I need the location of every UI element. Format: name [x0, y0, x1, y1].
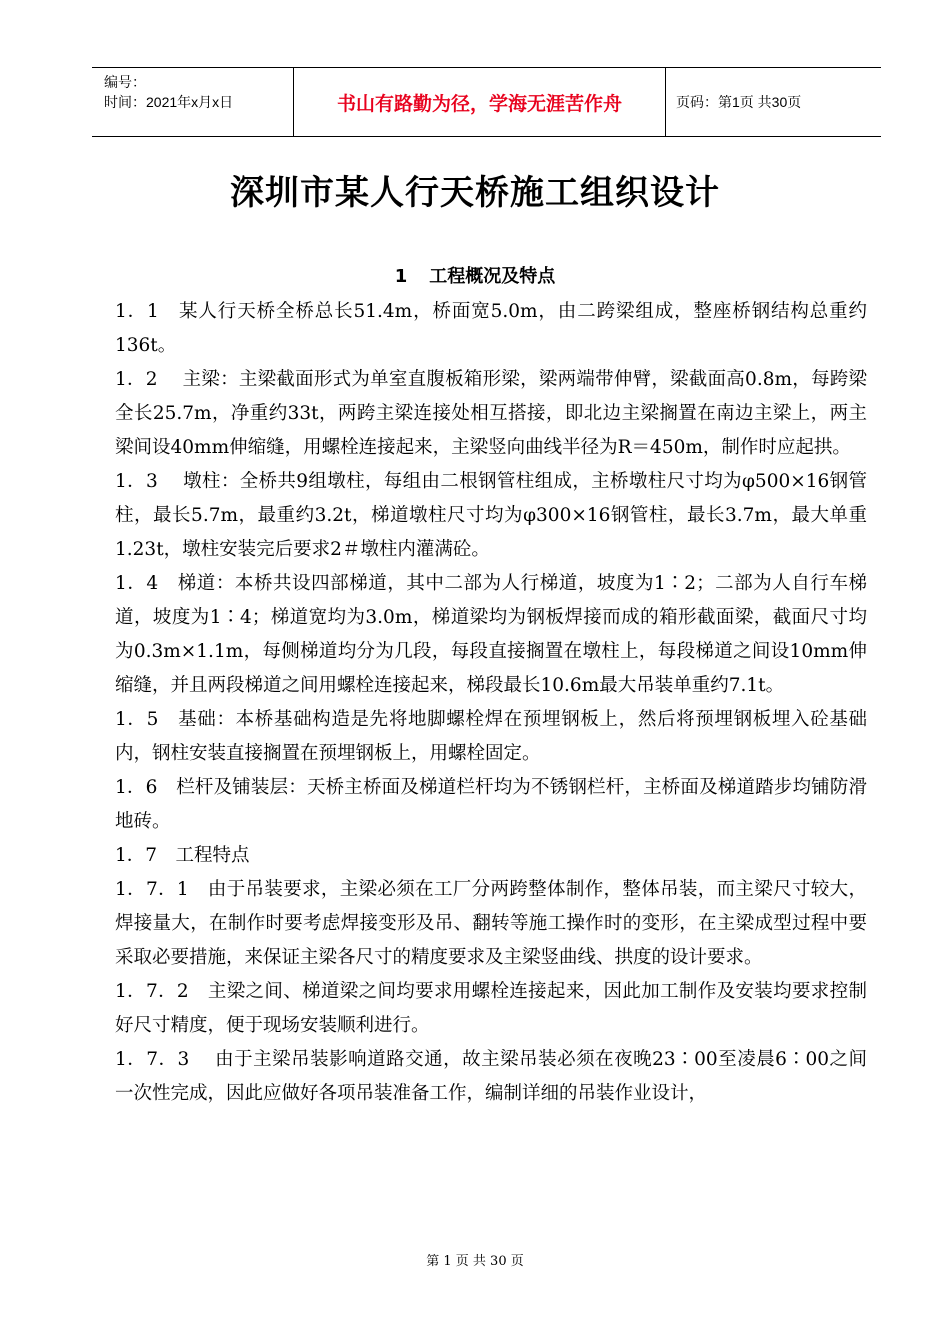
paragraph-1-7-3: 1．7．3 由于主梁吊装影响道路交通，故主梁吊装必须在夜晚23∶00至凌晨6∶00之间一次性完成，因此应做好各项吊装准备工作，编制详细的吊装作业设计， — [115, 1049, 867, 1104]
section-heading — [0, 262, 950, 288]
paragraph-1-4: 1．4 梯道：本桥共设四部梯道，其中二部为人行梯道，坡度为1∶2；二部为人自行车梯道，坡度为1∶4；梯道宽均为3.0m，梯道梁均为钢板焊接而成的箱形截面梁，截面尺寸均为0.3m×1.1m，每侧梯道均分为几段，每段直接搁置在墩柱上，每段梯道之间设10mm伸缩缝，并且两段梯道之间用螺栓连接起来，梯段最长10.6m最大吊装单重约7.1t。 — [115, 573, 867, 696]
paragraph-1-7-1: 1．7．1 由于吊装要求，主梁必须在工厂分两跨整体制作，整体吊装，而主梁尺寸较大，焊接量大，在制作时要考虑焊接变形及吊、翻转等施工操作时的变形，在主梁成型过程中要采取必要措施，来保证主梁各尺寸的精度要求及主梁竖曲线、拱度的设计要求。 — [115, 879, 867, 968]
paragraph-1-2: 1．2 主梁：主梁截面形式为单室直腹板箱形梁，梁两端带伸臂，梁截面高0.8m，每跨梁全长25.7m，净重约33t，两跨主梁连接处相互搭接，即北边主梁搁置在南边主梁上，两主梁间设40mm伸缩缝，用螺栓连接起来，主梁竖向曲线半径为R＝450m，制作时应起拱。 — [115, 369, 867, 458]
paragraph-1-7-2: 1．7．2 主梁之间、梯道梁之间均要求用螺栓连接起来，因此加工制作及安装均要求控制好尺寸精度，便于现场安装顺利进行。 — [115, 981, 867, 1036]
page-number-cell — [666, 68, 881, 136]
paragraph-1-1: 1．1 某人行天桥全桥总长51.4m，桥面宽5.0m，由二跨梁组成，整座桥钢结构总重约136t。 — [115, 301, 867, 356]
paragraph-1-3: 1．3 墩柱：全桥共9组墩柱，每组由二根钢管柱组成，主桥墩柱尺寸均为φ500×16钢管柱，最长5.7m，最重约3.2t，梯道墩柱尺寸均为φ300×16钢管柱，最长3.7m，最大单重1.23t，墩柱安装完后要求2＃墩柱内灌满砼。 — [115, 471, 867, 560]
motto-cell — [293, 68, 666, 136]
paragraph-1-5: 1．5 基础：本桥基础构造是先将地脚螺栓焊在预埋钢板上，然后将预埋钢板埋入砼基础内，钢柱安装直接搁置在预埋钢板上，用螺栓固定。 — [115, 709, 867, 764]
paragraph-1-6: 1．6 栏杆及铺装层：天桥主桥面及梯道栏杆均为不锈钢栏杆，主桥面及梯道踏步均铺防滑地砖。 — [115, 777, 867, 832]
motto-text: 书山有路勤为径，学海无涯苦作舟 — [336, 92, 622, 115]
header-table — [92, 67, 881, 137]
section-number: 1 — [394, 266, 408, 287]
document-title: 深圳市某人行天桥施工组织设计 — [230, 173, 720, 213]
body-text — [115, 295, 867, 1111]
section-title: 工程概况及特点 — [429, 266, 556, 287]
page-footer: 第 1 页 共 30 页 — [426, 1254, 524, 1269]
header-info-cell — [92, 68, 293, 136]
number-label: 编号： — [104, 74, 146, 90]
page-label: 页码：第1页 共30页 — [676, 94, 802, 110]
time-label: 时间：2021年x月x日 — [104, 94, 234, 110]
paragraph-1-7: 1．7 工程特点 — [115, 845, 250, 866]
